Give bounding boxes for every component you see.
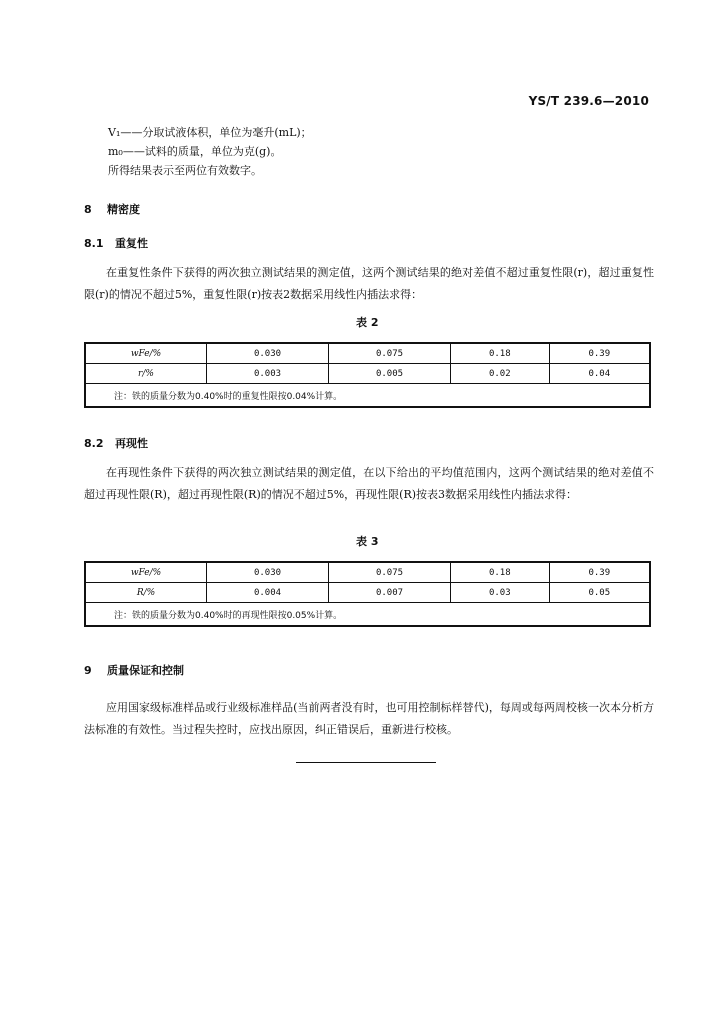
- table-3-caption: 表 3: [356, 535, 379, 548]
- table-3: [84, 561, 651, 627]
- section-8-heading: [84, 201, 140, 217]
- table-cell: 0.03: [451, 583, 550, 603]
- table-cell: 0.18: [451, 562, 550, 583]
- table-cell: 0.005: [329, 364, 451, 384]
- table-row: [85, 364, 650, 384]
- table-cell: 0.004: [207, 583, 329, 603]
- table-cell: 0.007: [329, 583, 451, 603]
- table-row: [85, 343, 650, 364]
- section-8-1-paragraph: 在重复性条件下获得的两次独立测试结果的测定值，这两个测试结果的绝对差值不超过重复性限(r)，超过重复性限(r)的情况不超过5%，重复性限(r)按表2数据采用线性内插法求得：: [84, 266, 654, 301]
- section-8-1-heading: [84, 235, 148, 251]
- table-note: 注：铁的质量分数为0.40%时的重复性限按0.04%计算。: [85, 384, 650, 408]
- table-cell: 0.075: [329, 343, 451, 364]
- table-row-label: r/%: [85, 364, 207, 384]
- definition-v1: V₁——分取试液体积，单位为毫升(mL)；: [108, 126, 312, 139]
- section-title: 精密度: [106, 203, 140, 216]
- table-2: [84, 342, 651, 408]
- definition-m0: m₀——试料的质量，单位为克(g)。: [108, 145, 282, 158]
- table-cell: 0.030: [207, 343, 329, 364]
- table-row: [85, 384, 650, 408]
- table-note: 注：铁的质量分数为0.40%时的再现性限按0.05%计算。: [85, 603, 650, 627]
- table-row: [85, 562, 650, 583]
- table-cell: 0.02: [451, 364, 550, 384]
- table-row-label: R/%: [85, 583, 207, 603]
- table-cell: 0.003: [207, 364, 329, 384]
- table-cell: 0.18: [451, 343, 550, 364]
- section-8-2-heading: [84, 435, 148, 451]
- table-cell: 0.030: [207, 562, 329, 583]
- section-title: 重复性: [115, 237, 148, 250]
- standard-number: YS/T 239.6—2010: [528, 94, 649, 108]
- table-cell: 0.04: [549, 364, 650, 384]
- section-9-paragraph: 应用国家级标准样品或行业级标准样品(当前两者没有时，也可用控制标样替代)，每周或每两周校核一次本分析方法标准的有效性。当过程失控时，应找出原因，纠正错误后，重新进行校核。: [84, 701, 654, 736]
- table-row-label: wFe/%: [85, 343, 207, 364]
- section-number: 8.2: [84, 437, 104, 450]
- section-title: 质量保证和控制: [106, 664, 184, 677]
- table-cell: 0.39: [549, 562, 650, 583]
- table-cell: 0.39: [549, 343, 650, 364]
- section-number: 8.1: [84, 237, 104, 250]
- table-cell: 0.075: [329, 562, 451, 583]
- result-precision-note: 所得结果表示至两位有效数字。: [108, 164, 262, 177]
- end-rule: [296, 762, 436, 763]
- table-cell: 0.05: [549, 583, 650, 603]
- table-row: [85, 603, 650, 627]
- section-9-heading: [84, 662, 184, 678]
- section-number: 9: [84, 664, 92, 677]
- section-number: 8: [84, 203, 92, 216]
- table-2-caption: 表 2: [356, 316, 379, 329]
- section-8-2-paragraph: 在再现性条件下获得的两次独立测试结果的测定值，在以下给出的平均值范围内，这两个测试结果的绝对差值不超过再现性限(R)，超过再现性限(R)的情况不超过5%，再现性限(R)按表3数据采用线性内插法求得：: [84, 466, 654, 501]
- section-title: 再现性: [115, 437, 148, 450]
- table-row-label: wFe/%: [85, 562, 207, 583]
- table-row: [85, 583, 650, 603]
